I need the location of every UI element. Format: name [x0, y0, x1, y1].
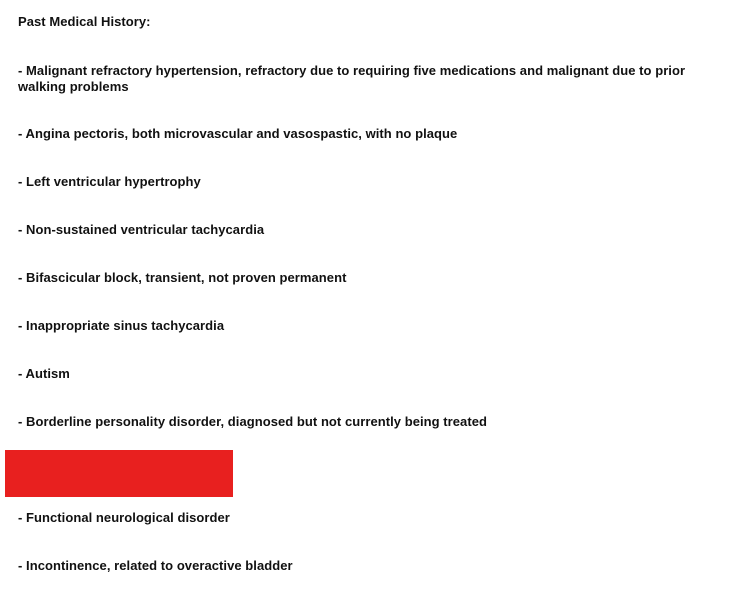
section-heading: Past Medical History: [18, 14, 151, 29]
history-item: - Non-sustained ventricular tachycardia [18, 222, 265, 237]
history-item: - Angina pectoris, both microvascular and vasospastic, with no plaque [18, 126, 458, 141]
history-item: - Functional neurological disorder [18, 510, 230, 525]
redaction-block [5, 450, 233, 497]
history-item: - Borderline personality disorder, diagnosed but not currently being treated [18, 414, 487, 429]
history-item: - Left ventricular hypertrophy [18, 174, 201, 189]
history-item: - Incontinence, related to overactive bladder [18, 558, 293, 573]
history-item: - Malignant refractory hypertension, refractory due to requiring five medications and malignant due to prior walking problems [18, 63, 686, 94]
history-item: - Bifascicular block, transient, not proven permanent [18, 270, 347, 285]
history-item: - Inappropriate sinus tachycardia [18, 318, 225, 333]
history-item: - Autism [18, 366, 70, 381]
